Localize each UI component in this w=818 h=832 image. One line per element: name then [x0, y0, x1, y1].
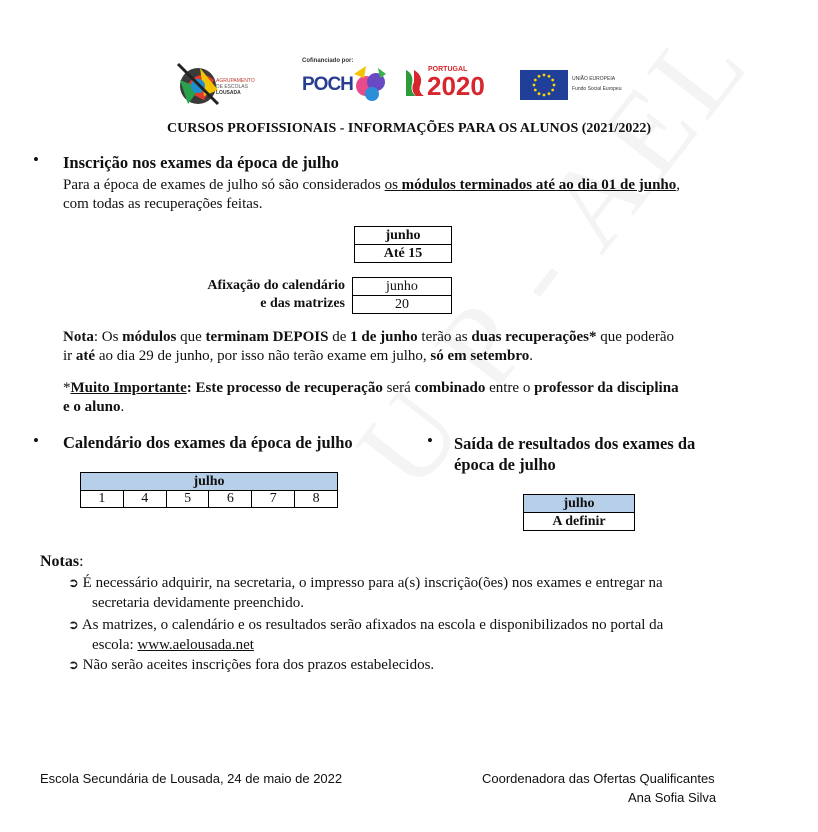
page-title: CURSOS PROFISSIONAIS - INFORMAÇÕES PARA OS ALUNOS (2021/2022): [167, 121, 651, 136]
poch-logo: [302, 58, 390, 110]
important-line1: [63, 379, 679, 398]
text-span: *: [63, 380, 71, 396]
section1-paragraph-line2: com todas as recuperações feitas.: [63, 196, 263, 212]
text-span: : Os: [93, 329, 123, 345]
text-span: módulos: [122, 329, 177, 345]
footer-school-date: Escola Secundária de Lousada, 24 de maio de 2022: [40, 771, 343, 786]
nota-line2: [63, 347, 533, 366]
text-span: de: [328, 329, 351, 345]
website-link[interactable]: www.aelousada.net: [137, 637, 254, 653]
portugal2020-logo: [404, 64, 506, 104]
important-line2: [63, 398, 124, 417]
text-span: só em setembro: [430, 348, 530, 364]
text-span: Nota: [63, 329, 94, 345]
notas-item: [68, 574, 663, 593]
arrow-right-icon: ➲: [68, 658, 79, 673]
text-span: que: [176, 329, 206, 345]
calendar-day-cell: 4: [123, 491, 166, 508]
text-span: módulos terminados até ao dia 01 de junho: [401, 177, 677, 193]
nota-line1: [63, 328, 674, 347]
notas-item-text: É necessário adquirir, na secretaria, o impresso para a(s) inscrição(ões) nos exames e entregar na: [82, 575, 663, 591]
eu-flag: [520, 70, 568, 100]
bullet-icon: •: [427, 431, 433, 450]
text-span: ao dia 29 de junho, por isso não terão exame em julho,: [95, 348, 431, 364]
notas-colon: :: [79, 553, 84, 570]
text-span: processo de recuperação: [226, 380, 383, 396]
notas-item-continuation: [92, 636, 254, 655]
calendar-day-cell: 8: [295, 491, 338, 508]
school-logo-line: LOUSADA: [216, 90, 241, 96]
table-header: junho: [355, 227, 452, 245]
poch-text: POCH: [302, 74, 353, 95]
notas-item-continuation: secretaria devidamente preenchido.: [92, 595, 304, 611]
text-span: 1 de junho: [350, 329, 418, 345]
section3-heading-line: Saída de resultados dos exames da: [454, 434, 696, 453]
table-header: julho: [81, 473, 338, 491]
school-logo-text: [216, 78, 266, 96]
eu-line: Fundo Social Europeu: [572, 86, 622, 92]
section3-heading: [454, 433, 695, 475]
section2-heading: Calendário dos exames da época de julho: [63, 433, 353, 452]
text-span: escola:: [92, 637, 138, 653]
text-span: combinado: [414, 380, 486, 396]
arrow-right-icon: ➲: [68, 576, 79, 591]
text-span: professor da disciplina: [534, 380, 679, 396]
calendar-day-cell: 1: [81, 491, 124, 508]
table-cell: 20: [353, 296, 452, 314]
table-header: julho: [524, 495, 635, 513]
footer-coordinator-title: Coordenadora das Ofertas Qualificantes: [482, 771, 715, 786]
text-span: ,: [676, 177, 681, 193]
afixacao-label-line: e das matrizes: [260, 296, 345, 311]
text-span: os: [384, 177, 402, 193]
notas-label: Notas: [40, 553, 80, 570]
text-span: : Este: [186, 380, 227, 396]
year-2020-text: 2020: [427, 71, 485, 101]
table-cell: Até 15: [355, 245, 452, 263]
notas-item-text: Não serão aceites inscrições fora dos prazos estabelecidos.: [82, 657, 435, 673]
portugal-flag-icon: [404, 68, 426, 98]
section1-heading: Inscrição nos exames da época de julho: [63, 153, 339, 172]
notas-item: [68, 656, 434, 675]
text-span: Para a época de exames de julho só são considerados: [63, 177, 385, 193]
section3-heading-line: época de julho: [454, 455, 556, 474]
notas-item: [68, 616, 663, 635]
afixacao-label: [160, 277, 345, 313]
text-span: e o aluno: [63, 399, 121, 415]
eu-stars-icon: [520, 70, 568, 100]
text-span: .: [529, 348, 534, 364]
text-span: duas recuperações*: [471, 329, 597, 345]
notas-heading: [40, 553, 84, 571]
text-span: terão as: [417, 329, 472, 345]
afixacao-label-line: Afixação do calendário: [207, 278, 345, 293]
results-table: [523, 494, 635, 531]
text-span: que poderão: [596, 329, 674, 345]
text-span: entre o: [485, 380, 535, 396]
text-span: terminam DEPOIS: [205, 329, 329, 345]
arrow-right-icon: ➲: [68, 618, 79, 633]
calendar-day-cell: 5: [166, 491, 209, 508]
calendar-day-cell: 7: [252, 491, 295, 508]
text-span: Muito Importante: [70, 380, 187, 396]
footer-coordinator-name: Ana Sofia Silva: [628, 790, 717, 805]
text-span: ir: [63, 348, 76, 364]
school-logo-line: AGRUPAMENTO: [216, 78, 255, 84]
exam-calendar-table: [80, 472, 338, 508]
inscription-deadline-table: [354, 226, 452, 263]
eu-line: UNIÃO EUROPEIA: [572, 76, 616, 82]
text-span: será: [382, 380, 415, 396]
portugal-label: PORTUGAL: [428, 66, 468, 73]
school-logo-line: DE ESCOLAS: [216, 84, 248, 90]
table-header: junho: [353, 278, 452, 296]
poch-graphic-icon: [352, 64, 388, 104]
notas-item-text: As matrizes, o calendário e os resultados serão afixados na escola e disponibilizados no portal da: [81, 617, 664, 633]
eu-text: [572, 76, 632, 92]
bullet-icon: •: [33, 431, 39, 450]
afixacao-table: [352, 277, 452, 314]
text-span: .: [120, 399, 125, 415]
calendar-day-cell: 6: [209, 491, 252, 508]
text-span: até: [75, 348, 96, 364]
cofinanciado-label: Cofinanciado por:: [302, 58, 354, 64]
table-cell: A definir: [524, 513, 635, 531]
bullet-icon: •: [33, 150, 39, 169]
section1-paragraph-line1: [63, 176, 680, 195]
